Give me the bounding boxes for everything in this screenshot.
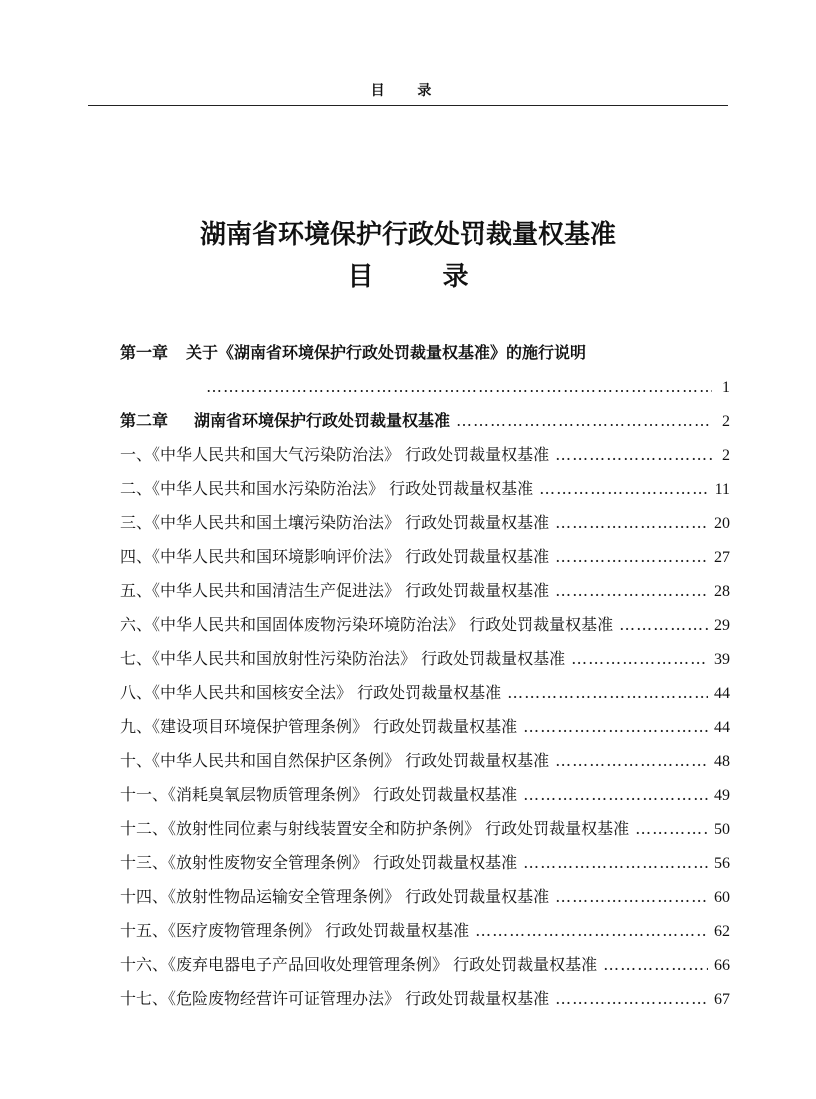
toc-heading: 目 录	[347, 262, 499, 292]
toc-entry[interactable]	[120, 812, 730, 846]
entry-title: 十二、《放射性同位素与射线装置安全和防护条例》 行政处罚裁量权基准	[120, 819, 630, 838]
dot-leader	[635, 812, 708, 846]
dot-leader	[539, 472, 709, 506]
toc-chapter-2[interactable]	[120, 404, 730, 438]
dot-leader	[619, 608, 708, 642]
page-number: 29	[714, 617, 730, 634]
page-number: 48	[714, 753, 730, 770]
page-number: 66	[714, 957, 730, 974]
entry-title: 十七、《危险废物经营许可证管理办法》 行政处罚裁量权基准	[120, 989, 550, 1008]
entry-title: 四、《中华人民共和国环境影响评价法》 行政处罚裁量权基准	[120, 547, 550, 566]
page-number: 44	[714, 719, 730, 736]
toc-entry[interactable]	[120, 880, 730, 914]
dot-leader	[555, 438, 712, 472]
entry-title: 五、《中华人民共和国清洁生产促进法》 行政处罚裁量权基准	[120, 581, 550, 600]
entry-title: 六、《中华人民共和国固体废物污染环境防治法》 行政处罚裁量权基准	[120, 615, 614, 634]
chapter-title: 湖南省环境保护行政处罚裁量权基准	[194, 411, 451, 430]
page-number: 11	[714, 481, 730, 498]
toc-entry[interactable]	[120, 574, 730, 608]
dot-leader	[555, 574, 708, 608]
dot-leader	[603, 948, 708, 982]
page-number: 20	[714, 515, 730, 532]
page-number: 62	[714, 923, 730, 940]
toc-entry[interactable]	[120, 744, 730, 778]
toc-entry[interactable]	[120, 642, 730, 676]
table-of-contents	[120, 336, 730, 1016]
document-title: 湖南省环境保护行政处罚裁量权基准	[199, 220, 616, 250]
page-number: 27	[714, 549, 730, 566]
toc-entry[interactable]	[120, 676, 730, 710]
entry-title: 十四、《放射性物品运输安全管理条例》 行政处罚裁量权基准	[120, 887, 550, 906]
dot-leader	[555, 540, 708, 574]
entry-title: 九、《建设项目环境保护管理条例》 行政处罚裁量权基准	[120, 717, 518, 736]
page-number: 60	[714, 889, 730, 906]
page-number: 56	[714, 855, 730, 872]
entry-title: 二、《中华人民共和国水污染防治法》 行政处罚裁量权基准	[120, 479, 534, 498]
toc-entry[interactable]	[120, 608, 730, 642]
chapter-number: 第二章	[120, 411, 169, 430]
dot-leader	[555, 744, 708, 778]
chapter-title: 关于《湖南省环境保护行政处罚裁量权基准》的施行说明	[186, 343, 587, 362]
entry-title: 十五、《医疗废物管理条例》 行政处罚裁量权基准	[120, 921, 470, 940]
dot-leader	[523, 778, 708, 812]
toc-entry[interactable]	[120, 472, 730, 506]
header-rule	[88, 105, 728, 106]
chapter-number: 第一章	[120, 343, 169, 362]
toc-entry[interactable]	[120, 846, 730, 880]
toc-chapter-1-leader[interactable]	[120, 370, 730, 404]
page-number: 2	[722, 413, 730, 430]
page-number: 50	[714, 821, 730, 838]
running-head: 目 录	[370, 83, 446, 99]
page-number: 1	[722, 379, 730, 396]
entry-title: 七、《中华人民共和国放射性污染防治法》 行政处罚裁量权基准	[120, 649, 566, 668]
entry-title: 十、《中华人民共和国自然保护区条例》 行政处罚裁量权基准	[120, 751, 550, 770]
entry-title: 三、《中华人民共和国土壤污染防治法》 行政处罚裁量权基准	[120, 513, 550, 532]
dot-leader	[475, 914, 708, 948]
dot-leader	[523, 710, 708, 744]
toc-entry[interactable]	[120, 778, 730, 812]
entry-title: 十三、《放射性废物安全管理条例》 行政处罚裁量权基准	[120, 853, 518, 872]
toc-entry[interactable]	[120, 914, 730, 948]
toc-entry[interactable]	[120, 506, 730, 540]
entry-title: 十一、《消耗臭氧层物质管理条例》 行政处罚裁量权基准	[120, 785, 518, 804]
page-number: 28	[714, 583, 730, 600]
page-number: 67	[714, 991, 730, 1008]
dot-leader	[507, 676, 708, 710]
dot-leader	[456, 404, 712, 438]
page-number: 2	[722, 447, 730, 464]
toc-chapter-1[interactable]	[120, 336, 730, 370]
dot-leader	[555, 880, 708, 914]
dot-leader	[571, 642, 708, 676]
dot-leader	[555, 506, 708, 540]
dot-leader	[523, 846, 708, 880]
dot-leader	[555, 982, 708, 1016]
toc-entry[interactable]	[120, 948, 730, 982]
toc-entry[interactable]	[120, 438, 730, 472]
toc-entry[interactable]	[120, 540, 730, 574]
page-number: 49	[714, 787, 730, 804]
entry-title: 八、《中华人民共和国核安全法》 行政处罚裁量权基准	[120, 683, 502, 702]
page-number: 44	[714, 685, 730, 702]
entry-title: 一、《中华人民共和国大气污染防治法》 行政处罚裁量权基准	[120, 445, 550, 464]
dot-leader	[206, 370, 712, 404]
page-number: 39	[714, 651, 730, 668]
toc-entry[interactable]	[120, 710, 730, 744]
toc-entry[interactable]	[120, 982, 730, 1016]
entry-title: 十六、《废弃电器电子产品回收处理管理条例》 行政处罚裁量权基准	[120, 955, 598, 974]
